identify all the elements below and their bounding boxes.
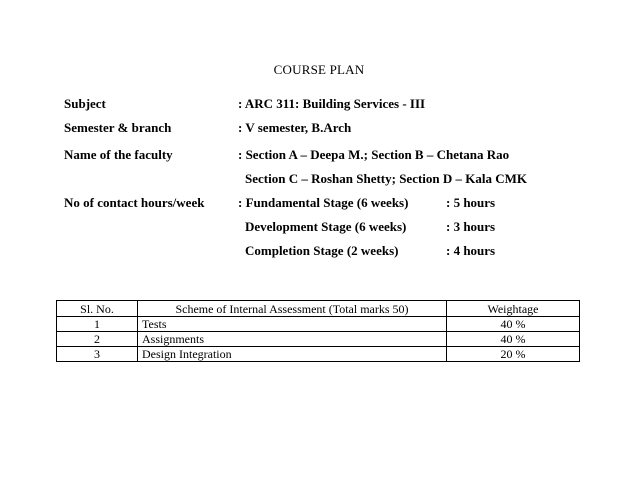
- semester-label: Semester & branch: [64, 120, 172, 135]
- table-row: [57, 317, 580, 332]
- stage-hours: : 3 hours: [446, 219, 496, 234]
- table-row: [57, 347, 580, 362]
- stage-hours: : 4 hours: [446, 243, 496, 258]
- header-scheme: Scheme of Internal Assessment (Total marks 50): [138, 301, 447, 317]
- subject-value: : ARC 311: Building Services - III: [238, 96, 426, 111]
- cell-scheme: Assignments: [138, 332, 447, 347]
- stage-name: : Fundamental Stage (6 weeks): [238, 195, 409, 210]
- faculty-value-line2: Section C – Roshan Shetty; Section D – Kala CMK: [245, 171, 528, 186]
- table-row: [57, 332, 580, 347]
- assessment-table: [56, 300, 580, 362]
- page-title: COURSE PLAN: [273, 62, 365, 77]
- faculty-label: Name of the faculty: [64, 147, 173, 162]
- cell-weightage: 40 %: [447, 332, 580, 347]
- contact-hours-label: No of contact hours/week: [64, 195, 205, 210]
- faculty-value-line1: : Section A – Deepa M.; Section B – Chetana Rao: [238, 147, 510, 162]
- stage-hours: : 5 hours: [446, 195, 496, 210]
- header-sl-no: Sl. No.: [57, 301, 138, 317]
- cell-weightage: 40 %: [447, 317, 580, 332]
- cell-sl-no: 2: [57, 332, 138, 347]
- cell-sl-no: 3: [57, 347, 138, 362]
- semester-value: : V semester, B.Arch: [238, 120, 352, 135]
- table-header-row: [57, 301, 580, 317]
- cell-weightage: 20 %: [447, 347, 580, 362]
- stage-name: Development Stage (6 weeks): [245, 219, 407, 234]
- cell-scheme: Tests: [138, 317, 447, 332]
- cell-scheme: Design Integration: [138, 347, 447, 362]
- stage-name: Completion Stage (2 weeks): [245, 243, 399, 258]
- cell-sl-no: 1: [57, 317, 138, 332]
- header-weightage: Weightage: [447, 301, 580, 317]
- subject-label: Subject: [64, 96, 106, 111]
